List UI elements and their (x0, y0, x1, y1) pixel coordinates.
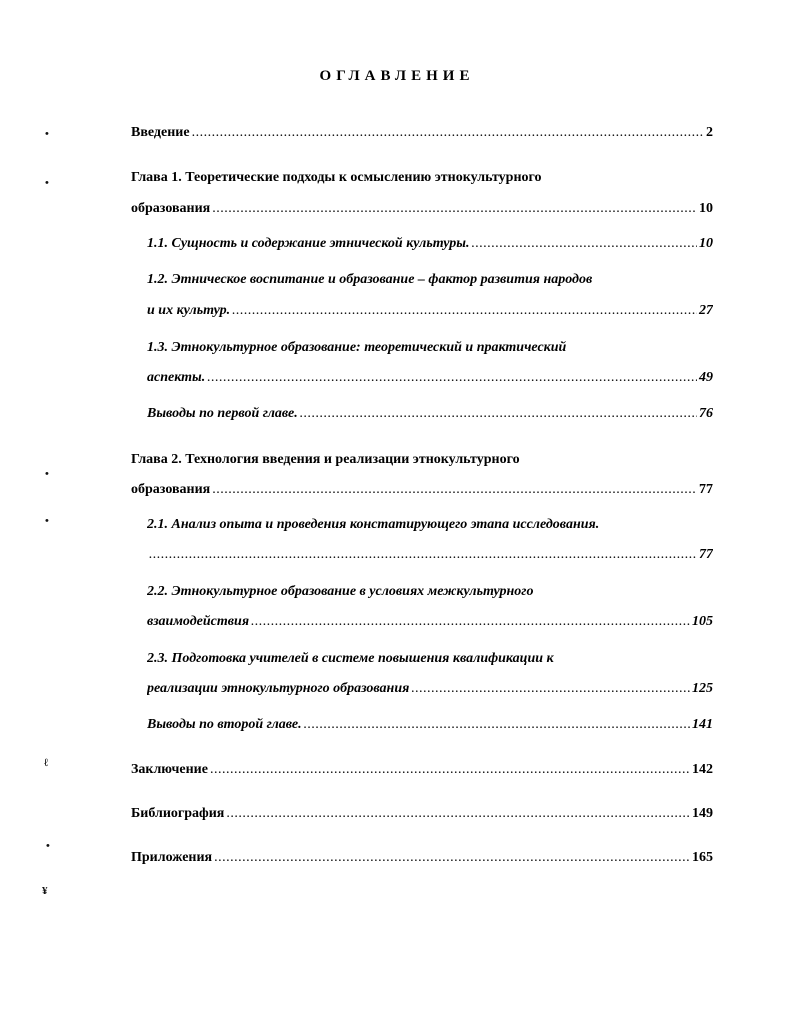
toc-entry-conclusions-2[interactable] (147, 716, 713, 734)
toc-entry-page: 27 (699, 303, 713, 318)
toc-entry-label: 2.1. Анализ опыта и проведения констатирующего этапа исследования. (147, 517, 600, 532)
margin-mark: • (46, 840, 50, 852)
toc-entry-page: 10 (699, 236, 713, 251)
toc-entry-label: Библиография (131, 806, 225, 821)
toc-entry-section-2-2-line1[interactable] (147, 583, 713, 601)
toc-entry-label: образования (131, 201, 211, 216)
margin-mark: • (45, 515, 49, 527)
toc-entry-chapter-2[interactable] (131, 481, 713, 499)
toc-entry-page: 149 (692, 806, 713, 821)
dot-leader (214, 849, 690, 867)
dot-leader (210, 761, 690, 779)
toc-entry-label: и их культур. (147, 303, 231, 318)
dot-leader (212, 481, 697, 499)
toc-entry-section-1-3[interactable] (147, 369, 713, 387)
toc-entry-section-2-1-line1[interactable] (147, 516, 727, 534)
toc-entry-section-2-3[interactable] (147, 680, 713, 698)
toc-entry-bibliography[interactable] (131, 805, 713, 823)
toc-entry-label: Глава 1. Теоретические подходы к осмыслению этнокультурного (131, 170, 542, 185)
toc-entry-label: Выводы по первой главе. (147, 406, 298, 421)
toc-entry-label: Заключение (131, 762, 208, 777)
toc-entry-chapter-1[interactable] (131, 200, 713, 218)
toc-entry-label: 1.3. Этнокультурное образование: теоретический и практический (147, 340, 567, 355)
toc-entry-page: 10 (699, 201, 713, 216)
dot-leader (472, 235, 698, 253)
toc-entry-section-1-3-line1[interactable] (147, 339, 713, 357)
toc-entry-page: 105 (692, 614, 713, 629)
dot-leader (232, 302, 697, 320)
toc-entry-label: Приложения (131, 850, 213, 865)
toc-entry-section-1-2[interactable] (147, 302, 713, 320)
toc-entry-introduction[interactable] (131, 124, 713, 142)
toc-entry-label: взаимодействия (147, 614, 250, 629)
toc-entry-label: 1.2. Этническое воспитание и образование – фактор развития народов (147, 272, 593, 287)
dot-leader (192, 124, 704, 142)
toc-entry-chapter-2-line1[interactable] (131, 451, 713, 469)
toc-entry-section-1-1[interactable] (147, 235, 713, 253)
toc-entry-section-2-1[interactable] (147, 546, 713, 564)
margin-mark: • (45, 128, 49, 140)
toc-entry-label: образования (131, 482, 211, 497)
margin-mark: ¥ (42, 885, 48, 897)
toc-entry-label: аспекты. (147, 370, 206, 385)
dot-leader (300, 405, 697, 423)
page-title: ОГЛАВЛЕНИЕ (319, 68, 475, 84)
margin-mark: • (45, 177, 49, 189)
dot-leader (411, 680, 690, 698)
toc-entry-page: 141 (692, 717, 713, 732)
dot-leader (251, 613, 690, 631)
toc-entry-page: 142 (692, 762, 713, 777)
toc-entry-page: 165 (692, 850, 713, 865)
toc-entry-page: 76 (699, 406, 713, 421)
margin-mark: • (45, 468, 49, 480)
toc-entry-page: 125 (692, 681, 713, 696)
toc-entry-label: реализации этнокультурного образования (147, 681, 410, 696)
dot-leader (226, 805, 690, 823)
toc-entry-section-2-2[interactable] (147, 613, 713, 631)
toc-entry-page: 77 (699, 482, 713, 497)
toc-entry-conclusions-1[interactable] (147, 405, 713, 423)
toc-entry-label: 2.2. Этнокультурное образование в условиях межкультурного (147, 584, 534, 599)
dot-leader (149, 546, 697, 564)
margin-mark: ℓ (44, 757, 49, 769)
dot-leader (212, 200, 697, 218)
toc-entry-chapter-1-line1[interactable] (131, 169, 713, 187)
toc-entry-section-1-2-line1[interactable] (147, 271, 727, 289)
toc-entry-section-2-3-line1[interactable] (147, 650, 713, 668)
toc-entry-label: Введение (131, 125, 190, 140)
toc-entry-page: 77 (699, 547, 713, 562)
dot-leader (304, 716, 690, 734)
toc-entry-conclusion[interactable] (131, 761, 713, 779)
dot-leader (207, 369, 697, 387)
toc-entry-label: Глава 2. Технология введения и реализации этнокультурного (131, 452, 520, 467)
toc-entry-label: Выводы по второй главе. (147, 717, 302, 732)
toc-entry-page: 49 (699, 370, 713, 385)
toc-entry-appendices[interactable] (131, 849, 713, 867)
toc-entry-label: 2.3. Подготовка учителей в системе повышения квалификации к (147, 651, 554, 666)
toc-entry-label: 1.1. Сущность и содержание этнической культуры. (147, 236, 470, 251)
toc-entry-page: 2 (706, 125, 713, 140)
